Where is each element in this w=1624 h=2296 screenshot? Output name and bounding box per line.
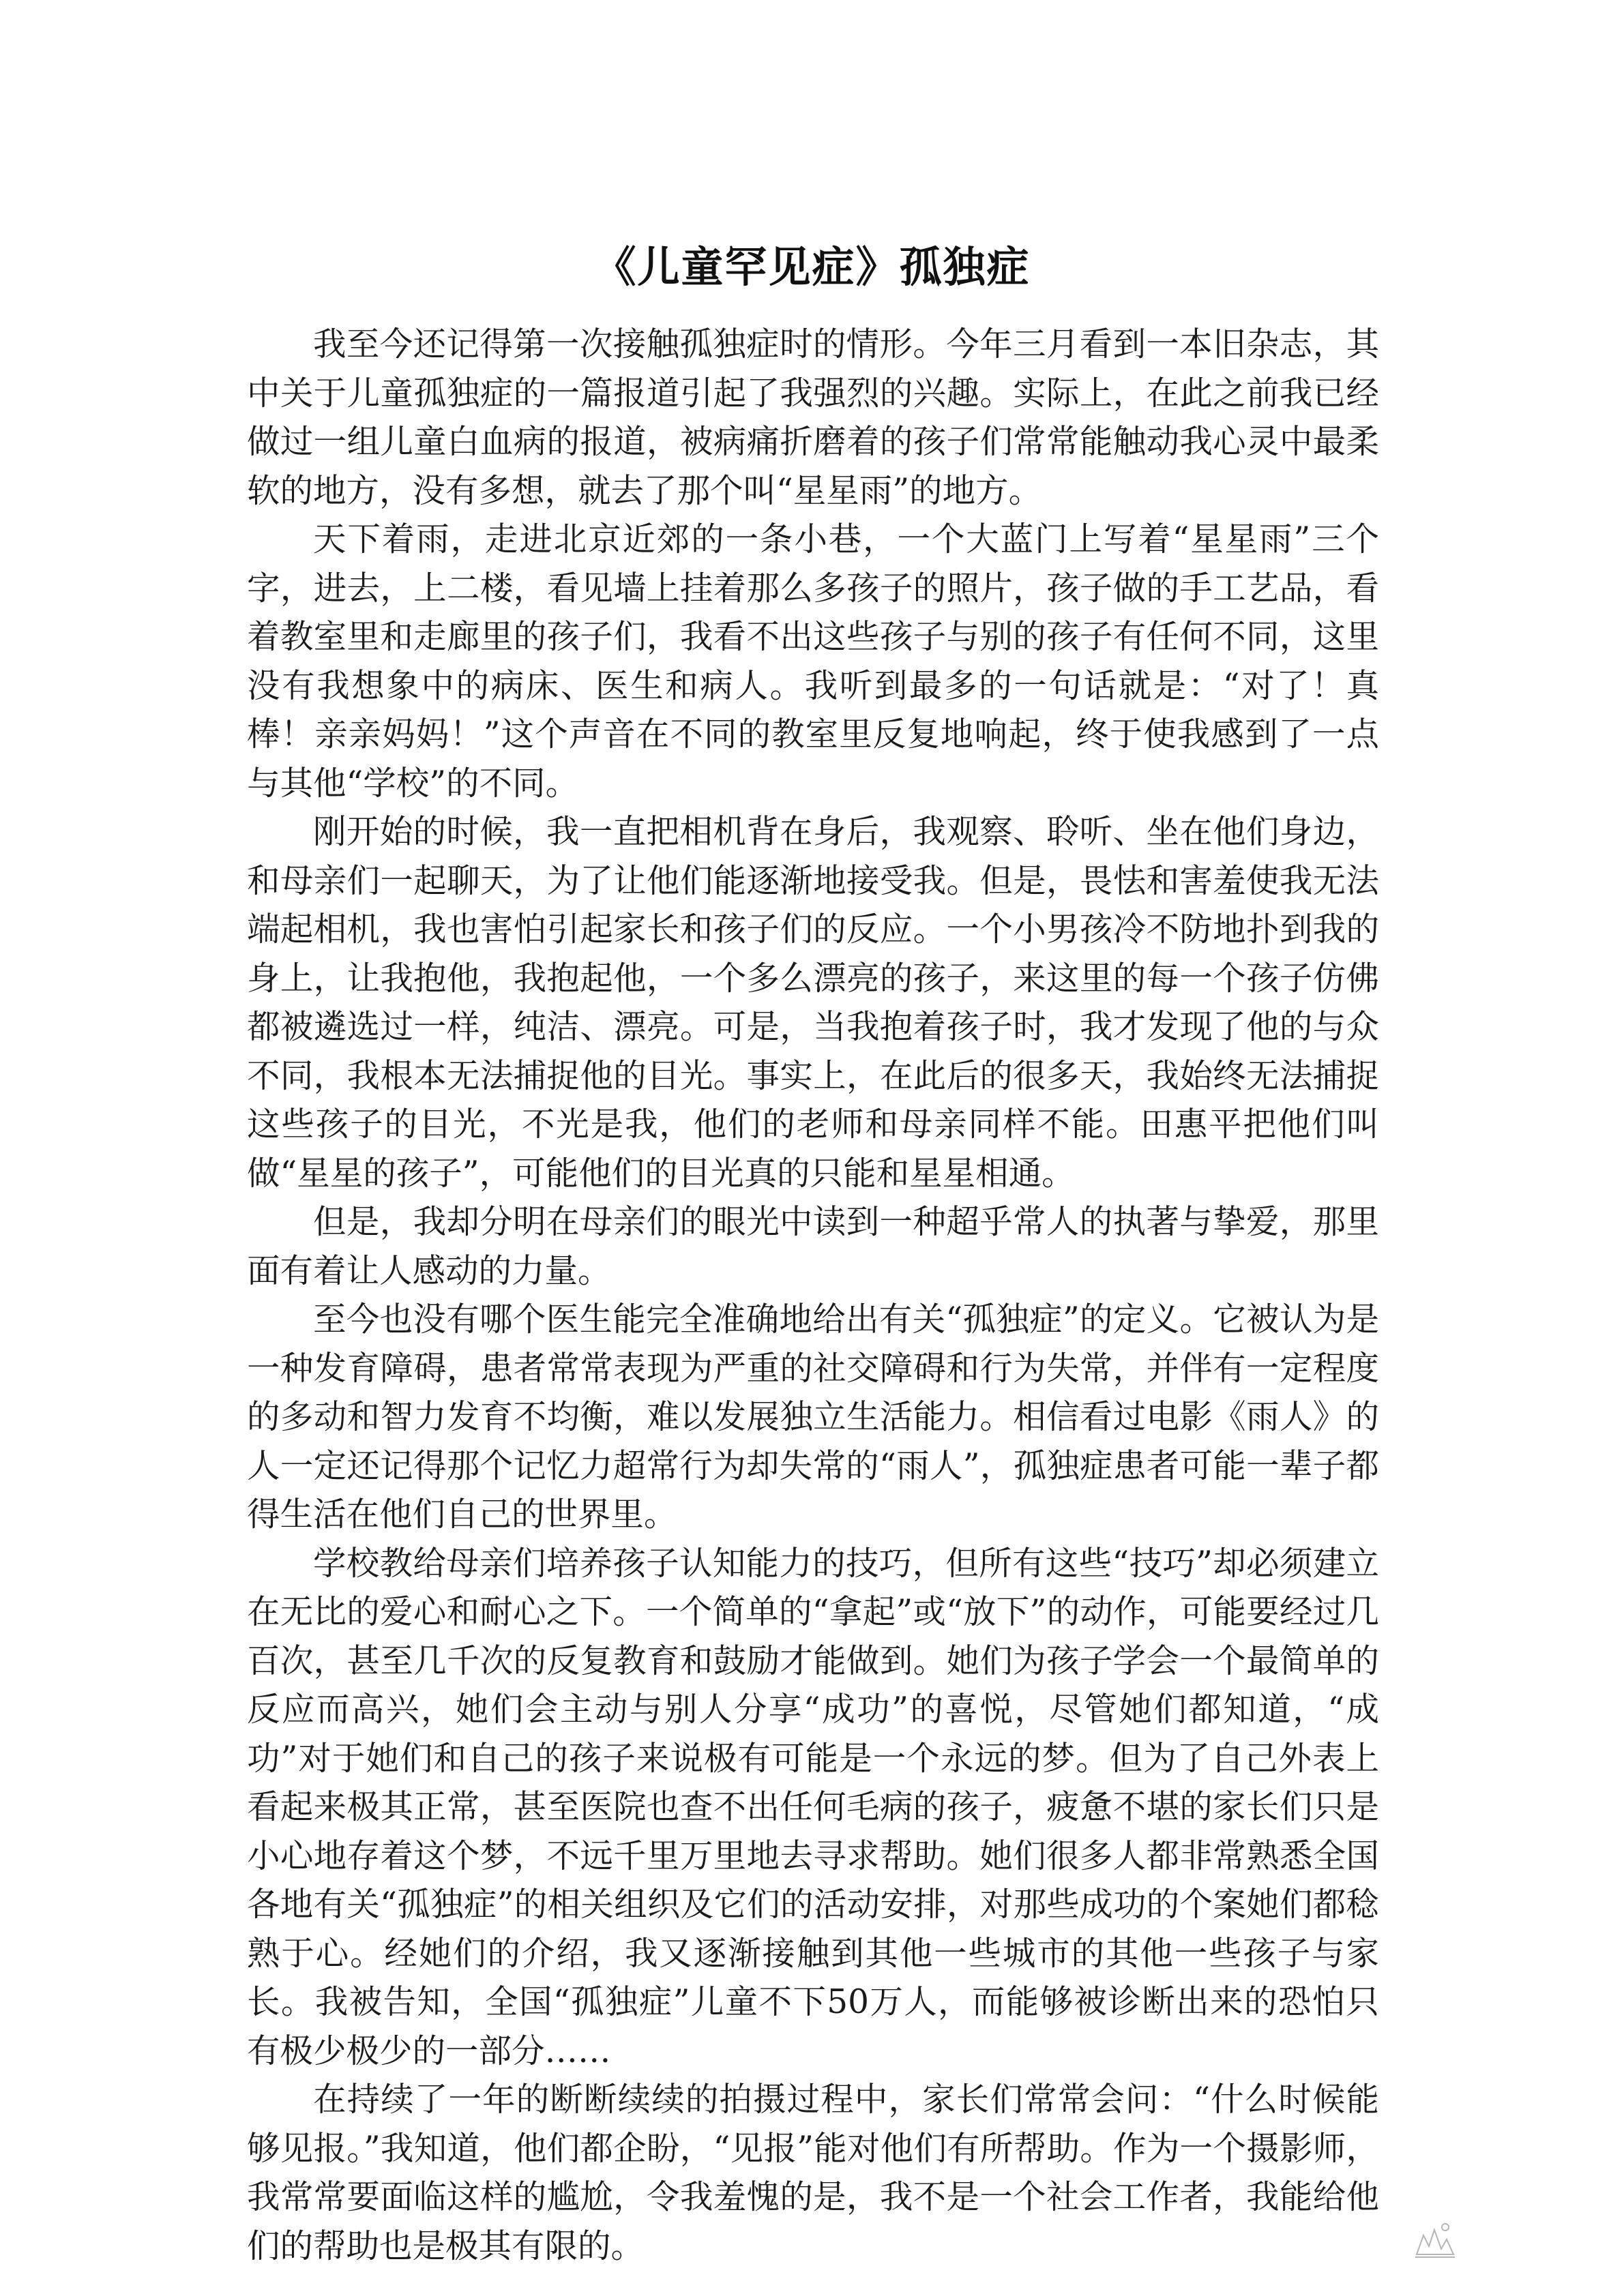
- paragraph: 天下着雨，走进北京近郊的一条小巷，一个大蓝门上写着“星星雨”三个字，进去，上二楼，看见墙上挂着那么多孩子的照片，孩子做的手工艺品，看着教室里和走廊里的孩子们，我看不出这些孩子与别的孩子有任何不同，这里没有我想象中的病床、医生和病人。我听到最多的一句话就是：“对了！真棒！亲亲妈妈！”这个声音在不同的教室里反复地响起，终于使我感到了一点与其他“学校”的不同。: [247, 520, 1379, 803]
- article-title: 《儿童罕见症》孤独症: [593, 241, 1031, 292]
- paragraph: 至今也没有哪个医生能完全准确地给出有关“孤独症”的定义。它被认为是一种发育障碍，患者常常表现为严重的社交障碍和行为失常，并伴有一定程度的多动和智力发育不均衡，难以发展独立生活能力。相信看过电影《雨人》的人一定还记得那个记忆力超常行为却失常的“雨人”，孤独症患者可能一辈子都得生活在他们自己的世界里。: [247, 1300, 1379, 1534]
- paragraph: 我至今还记得第一次接触孤独症时的情形。今年三月看到一本旧杂志，其中关于儿童孤独症的一篇报道引起了我强烈的兴趣。实际上，在此之前我已经做过一组儿童白血病的报道，被病痛折磨着的孩子们常常能触动我心灵中最柔软的地方，没有多想，就去了那个叫“星星雨”的地方。: [247, 325, 1379, 510]
- paragraph: 在持续了一年的断断续续的拍摄过程中，家长们常常会问：“什么时候能够见报。”我知道，他们都企盼，“见报”能对他们有所帮助。作为一个摄影师，我常常要面临这样的尴尬，令我羞愧的是，我不是一个社会工作者，我能给他们的帮助也是极其有限的。: [247, 2081, 1379, 2265]
- article-body: [247, 320, 1379, 2271]
- paragraph: 但是，我却分明在母亲们的眼光中读到一种超乎常人的执著与挚爱，那里面有着让人感动的力量。: [247, 1203, 1379, 1290]
- watermark-logo: [1411, 2213, 1589, 2267]
- library-logo-icon: [1411, 2216, 1459, 2264]
- paragraph: 学校教给母亲们培养孩子认知能力的技巧，但所有这些“技巧”却必须建立在无比的爱心和耐心之下。一个简单的“拿起”或“放下”的动作，可能要经过几百次，甚至几千次的反复教育和鼓励才能做到。她们为孩子学会一个最简单的反应而高兴，她们会主动与别人分享“成功”的喜悦，尽管她们都知道，“成功”对于她们和自己的孩子来说极有可能是一个永远的梦。但为了自己外表上看起来极其正常，甚至医院也查不出任何毛病的孩子，疲惫不堪的家长们只是小心地存着这个梦，不远千里万里地去寻求帮助。她们很多人都非常熟悉全国各地有关“孤独症”的相关组织及它们的活动安排，对那些成功的个案她们都稔熟于心。经她们的介绍，我又逐渐接触到其他一些城市的其他一些孩子与家长。我被告知，全国“孤独症”儿童不下50万人，而能够被诊断出来的恐怕只有极少极少的一部分……: [247, 1544, 1379, 2070]
- paragraph: 刚开始的时候，我一直把相机背在身后，我观察、聆听、坐在他们身边，和母亲们一起聊天，为了让他们能逐渐地接受我。但是，畏怯和害羞使我无法端起相机，我也害怕引起家长和孩子们的反应。一个小男孩冷不防地扑到我的身上，让我抱他，我抱起他，一个多么漂亮的孩子，来这里的每一个孩子仿佛都被遴选过一样，纯洁、漂亮。可是，当我抱着孩子时，我才发现了他的与众不同，我根本无法捕捉他的目光。事实上，在此后的很多天，我始终无法捕捉这些孩子的目光，不光是我，他们的老师和母亲同样不能。田惠平把他们叫做“星星的孩子”，可能他们的目光真的只能和星星相通。: [247, 813, 1379, 1193]
